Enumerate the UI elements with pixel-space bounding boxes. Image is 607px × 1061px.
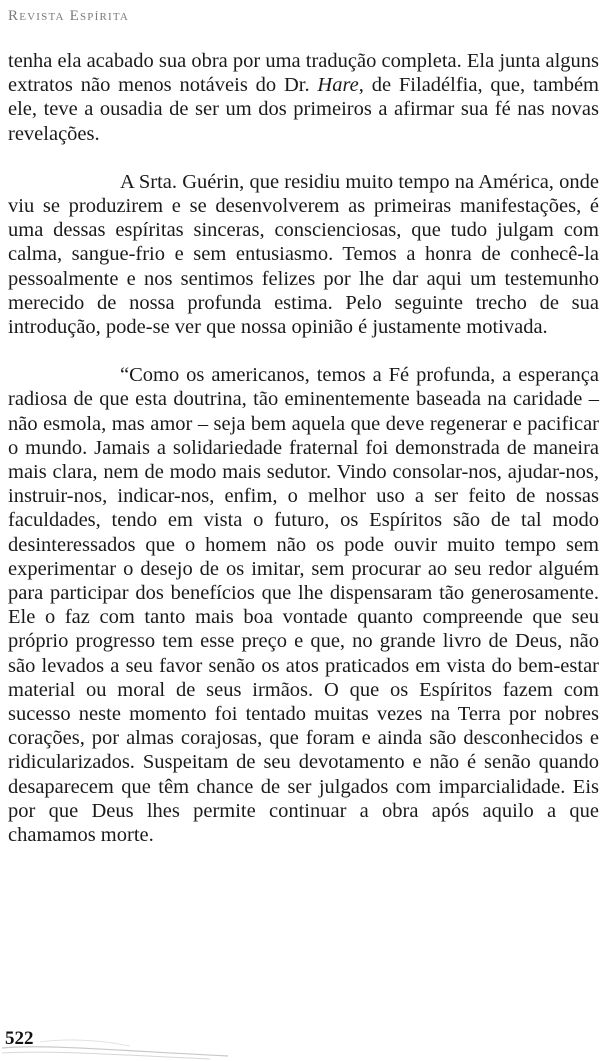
running-head: Revista Espírita [8, 8, 130, 24]
paragraph-2: A Srta. Guérin, que residiu muito tempo na América, onde viu se produzirem e se desenvolverem as primeiras manifestações, é uma dessas espíritas sinceras, conscienciosas, que tudo julgam com calma, sangue-frio e sem entusiasmo. Temos a honra de conhecê-la pessoalmente e nos sentimos felizes por lhe dar aqui um testemunho merecido de nossa profunda estima. Pelo seguinte trecho de sua introdução, pode-se ver que nossa opinião é justamente motivada. [8, 170, 599, 339]
paragraph-1-part-a: tenha ela acabado sua obra por uma tradução completa. Ela junta alguns extratos não menos notáveis do Dr. [8, 50, 599, 97]
paragraph-3-quote: “Como os americanos, temos a Fé profunda, a esperança radiosa de que esta doutrina, tão eminentemente baseada na caridade – não esmola, mas amor – seja bem aquela que deve regenerar e pacificar o mundo. Jamais a solidariedade fraternal foi demonstrada de maneira mais clara, nem de modo mais sedutor. Vindo consolar-nos, ajudar-nos, instruir-nos, indicar-nos, enfim, o melhor uso a ser feito de nossas faculdades, tendo em vista o futuro, os Espíritos são de tal modo desinteressados que o homem não os pode ouvir muito tempo sem experimentar o desejo de os imitar, sem procurar ao seu redor alguém para participar dos benefícios que lhe dispensaram tão generosamente. Ele o faz com tanto mais boa vontade quanto compreende que seu próprio progresso tem esse preço e que, no grande livro de Deus, não são levados a seu favor senão os atos praticados em vista do bem-estar material ou moral de seus irmãos. O que os Espíritos fazem com sucesso neste momento foi tentado muitas vezes na Terra por nobres corações, por almas corajosas, que foram e ainda são desconhecidos e ridicularizados. Suspeitam de seu devotamento e não é senão quando desaparecem que têm chance de ser julgados com imparcialidade. Eis por que Deus lhes permite continuar a obra após aquilo a que chamamos morte. [8, 364, 599, 847]
page-number: 522 [5, 1028, 34, 1049]
paragraph-1 [8, 49, 599, 146]
italic-name-hare: Hare [317, 74, 359, 97]
body-text [8, 49, 599, 847]
paragraph-1-part-b: , de Filadélfia, que, também ele, teve a ousadia de ser um dos primeiros a afirmar sua fé nas novas revelações. [8, 74, 599, 145]
page-corner-swoosh-ornament [0, 1020, 230, 1061]
